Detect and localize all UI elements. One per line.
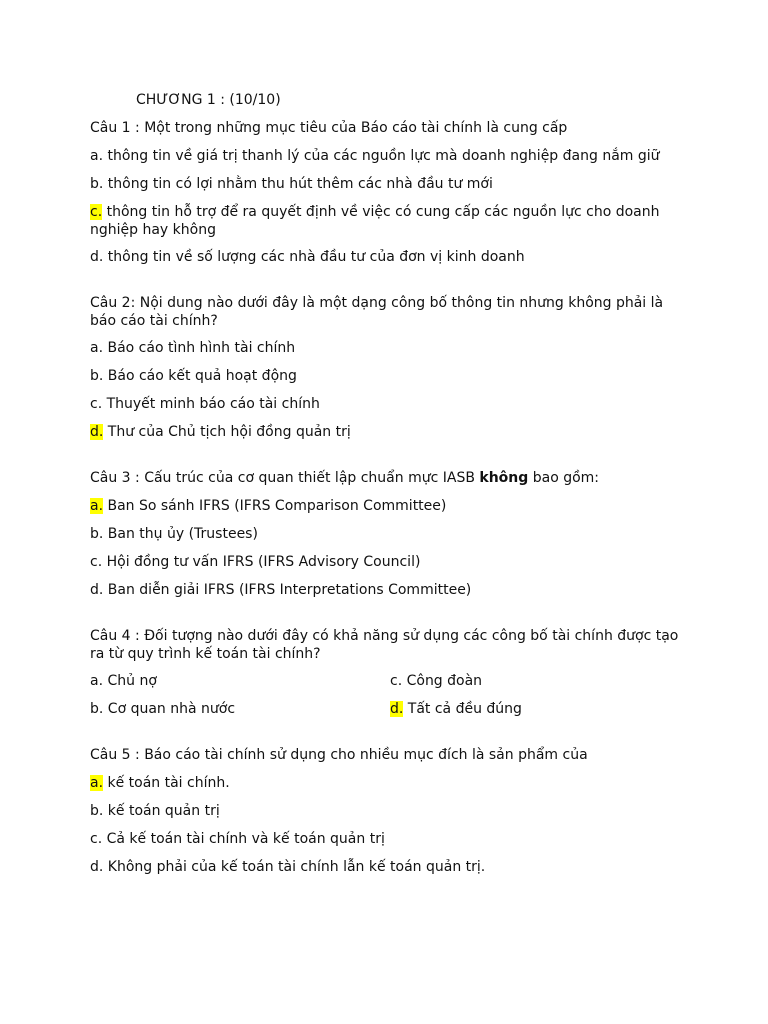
q1-option-c [90, 203, 690, 239]
q1-option-d: d. thông tin về số lượng các nhà đầu tư của đơn vị kinh doanh [90, 249, 525, 265]
q3-answer-highlight: a. [90, 498, 104, 514]
q3-text-post: bao gồm: [528, 470, 600, 486]
q5-option-d: d. Không phải của kế toán tài chính lẫn kế toán quản trị. [90, 859, 486, 875]
q3-option-a [90, 497, 690, 516]
question-5 [90, 746, 690, 877]
q3-option-b: b. Ban thụ ủy (Trustees) [90, 526, 258, 542]
q4-option-a: a. Chủ nợ [90, 673, 157, 689]
q3-option-a-text: Ban So sánh IFRS (IFRS Comparison Committee) [103, 498, 447, 514]
q1-option-c-text: thông tin hỗ trợ để ra quyết định về việc có cung cấp các nguồn lực cho doanh nghiệp hay không [90, 204, 660, 238]
q2-option-d [90, 423, 690, 442]
q3-option-c: c. Hội đồng tư vấn IFRS (IFRS Advisory Council) [90, 554, 421, 570]
question-3-text [90, 469, 690, 488]
q5-answer-highlight: a. [90, 775, 104, 791]
document-page [90, 91, 690, 904]
q2-option-a: a. Báo cáo tình hình tài chính [90, 340, 296, 356]
q1-answer-highlight: c. [90, 204, 103, 220]
q5-option-b: b. kế toán quản trị [90, 803, 220, 819]
question-2-text: Câu 2: Nội dung nào dưới đây là một dạng công bố thông tin nhưng không phải là báo cáo tài chính? [90, 295, 664, 329]
q4-answer-highlight: d. [390, 701, 404, 717]
q1-option-b: b. thông tin có lợi nhằm thu hút thêm các nhà đầu tư mới [90, 176, 493, 192]
question-4-text: Câu 4 : Đối tượng nào dưới đây có khả năng sử dụng các công bố tài chính được tạo ra từ quy trình kế toán tài chính? [90, 628, 679, 662]
q5-option-a [90, 774, 690, 793]
q4-options-row-2 [90, 700, 690, 719]
q2-option-c: c. Thuyết minh báo cáo tài chính [90, 396, 320, 412]
q4-option-c: c. Công đoàn [390, 673, 483, 689]
chapter-title: CHƯƠNG 1 : (10/10) [136, 92, 281, 108]
question-5-text: Câu 5 : Báo cáo tài chính sử dụng cho nhiều mục đích là sản phẩm của [90, 747, 588, 763]
q5-option-a-text: kế toán tài chính. [103, 775, 230, 791]
question-2 [90, 294, 690, 442]
q3-text-bold: không [479, 470, 529, 486]
question-3 [90, 469, 690, 600]
q4-option-b: b. Cơ quan nhà nước [90, 701, 236, 717]
q2-answer-highlight: d. [90, 424, 104, 440]
question-4 [90, 627, 690, 719]
question-1 [90, 119, 690, 267]
question-1-text: Câu 1 : Một trong những mục tiêu của Báo cáo tài chính là cung cấp [90, 120, 568, 136]
q2-option-b: b. Báo cáo kết quả hoạt động [90, 368, 297, 384]
q2-option-d-text: Thư của Chủ tịch hội đồng quản trị [103, 424, 351, 440]
q1-option-a: a. thông tin về giá trị thanh lý của các nguồn lực mà doanh nghiệp đang nắm giữ [90, 148, 660, 164]
q3-option-d: d. Ban diễn giải IFRS (IFRS Interpretations Committee) [90, 582, 472, 598]
q5-option-c: c. Cả kế toán tài chính và kế toán quản trị [90, 831, 385, 847]
q4-option-d [390, 700, 690, 719]
q3-text-pre: Câu 3 : Cấu trúc của cơ quan thiết lập chuẩn mực IASB [90, 470, 480, 486]
q4-option-d-text: Tất cả đều đúng [403, 701, 522, 717]
q4-options-row-1 [90, 672, 690, 691]
